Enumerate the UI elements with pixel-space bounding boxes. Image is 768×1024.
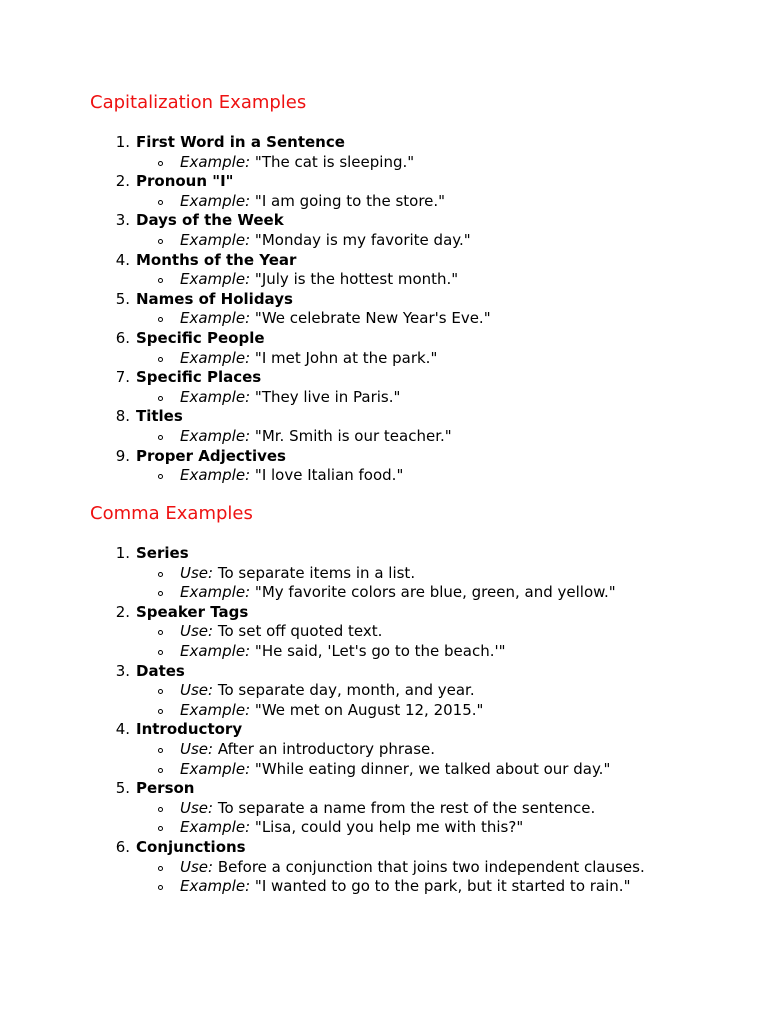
hollow-bullet-icon xyxy=(158,357,163,362)
sub-item-text: "I love Italian food." xyxy=(254,466,404,485)
section-title: Capitalization Examples xyxy=(90,92,307,113)
list-item-label: Dates xyxy=(136,661,185,680)
sub-list-item xyxy=(90,153,730,173)
sub-list xyxy=(90,388,730,408)
sub-item-label: Use: xyxy=(180,857,214,876)
hollow-bullet-icon xyxy=(158,474,163,479)
sub-item-text: To separate day, month, and year. xyxy=(217,681,475,700)
hollow-bullet-icon xyxy=(158,650,163,655)
sub-list xyxy=(90,564,730,603)
list-number: 5. xyxy=(115,779,130,798)
list-item-label: Series xyxy=(136,544,189,562)
sub-list-item xyxy=(90,564,730,584)
hollow-bullet-icon xyxy=(158,239,163,244)
list-item xyxy=(90,368,730,407)
sub-item-label: Example: xyxy=(180,818,251,837)
sub-item-text: "He said, 'Let's go to the beach.'" xyxy=(254,641,506,660)
sub-item-text: "The cat is sleeping." xyxy=(254,152,415,171)
sub-item-label: Example: xyxy=(180,270,251,289)
sub-list-item xyxy=(90,740,730,760)
sub-list-item xyxy=(90,642,730,662)
sub-item-label: Example: xyxy=(180,466,251,485)
list-item-heading xyxy=(90,329,730,349)
list-item xyxy=(90,407,730,446)
hollow-bullet-icon xyxy=(158,630,163,635)
list-number: 2. xyxy=(115,172,130,191)
sub-item-text: Before a conjunction that joins two independent clauses. xyxy=(217,857,645,876)
list-item-heading xyxy=(90,407,730,427)
list-number: 4. xyxy=(115,250,130,269)
hollow-bullet-icon xyxy=(158,885,163,890)
sub-item-text: After an introductory phrase. xyxy=(217,739,436,758)
sub-item-text: To set off quoted text. xyxy=(217,622,383,641)
hollow-bullet-icon xyxy=(158,396,163,401)
sub-list-item xyxy=(90,877,730,897)
sub-list-item xyxy=(90,466,730,486)
list-item xyxy=(90,662,730,721)
sub-item-label: Use: xyxy=(180,681,214,700)
sub-item-label: Use: xyxy=(180,563,214,582)
list-item-heading xyxy=(90,544,730,564)
comma-section xyxy=(90,503,730,897)
list-item xyxy=(90,544,730,603)
list-item xyxy=(90,720,730,779)
list-number: 3. xyxy=(115,211,130,230)
list-item-heading xyxy=(90,662,730,682)
list-number: 2. xyxy=(115,602,130,621)
hollow-bullet-icon xyxy=(158,768,163,773)
list-number: 4. xyxy=(115,720,130,739)
sub-item-text: "I wanted to go to the park, but it started to rain." xyxy=(254,877,631,896)
list-item xyxy=(90,251,730,290)
hollow-bullet-icon xyxy=(158,591,163,596)
list-item-label: Speaker Tags xyxy=(136,602,249,621)
hollow-bullet-icon xyxy=(158,807,163,812)
sub-item-text: To separate items in a list. xyxy=(217,563,416,582)
sub-list xyxy=(90,740,730,779)
hollow-bullet-icon xyxy=(158,572,163,577)
list-number: 8. xyxy=(115,407,130,426)
sub-item-label: Example: xyxy=(180,641,251,660)
sub-item-label: Use: xyxy=(180,798,214,817)
sub-list-item xyxy=(90,701,730,721)
list-number: 7. xyxy=(115,368,130,387)
list-item xyxy=(90,447,730,486)
sub-item-label: Example: xyxy=(180,583,251,602)
list-item-heading xyxy=(90,720,730,740)
list-item xyxy=(90,838,730,897)
sub-list xyxy=(90,231,730,251)
list-item-heading xyxy=(90,133,730,153)
sub-list-item xyxy=(90,583,730,603)
sub-item-text: "I am going to the store." xyxy=(254,191,446,210)
hollow-bullet-icon xyxy=(158,826,163,831)
sub-list xyxy=(90,270,730,290)
sub-item-text: "Mr. Smith is our teacher." xyxy=(254,426,452,445)
sub-list xyxy=(90,858,730,897)
list-item-heading xyxy=(90,251,730,271)
numbered-list xyxy=(90,544,730,897)
list-item-label: First Word in a Sentence xyxy=(136,133,345,151)
list-item-heading xyxy=(90,838,730,858)
numbered-list xyxy=(90,133,730,486)
section-title: Comma Examples xyxy=(90,503,253,524)
list-item-label: Days of the Week xyxy=(136,211,284,230)
list-number: 6. xyxy=(115,837,130,856)
sub-item-label: Use: xyxy=(180,622,214,641)
list-item xyxy=(90,211,730,250)
hollow-bullet-icon xyxy=(158,317,163,322)
sub-item-label: Example: xyxy=(180,191,251,210)
list-item xyxy=(90,603,730,662)
sub-list-item xyxy=(90,270,730,290)
sub-list xyxy=(90,349,730,369)
sub-item-text: "My favorite colors are blue, green, and yellow." xyxy=(254,583,616,602)
list-item xyxy=(90,172,730,211)
sub-item-text: To separate a name from the rest of the sentence. xyxy=(217,798,596,817)
list-item-heading xyxy=(90,172,730,192)
sub-list-item xyxy=(90,349,730,369)
list-item xyxy=(90,133,730,172)
list-item-heading xyxy=(90,603,730,623)
list-item-heading xyxy=(90,779,730,799)
sub-list xyxy=(90,309,730,329)
sub-list-item xyxy=(90,681,730,701)
list-number: 9. xyxy=(115,446,130,465)
sub-item-label: Example: xyxy=(180,230,251,249)
sub-item-text: "I met John at the park." xyxy=(254,348,438,367)
list-item-label: Person xyxy=(136,779,195,798)
sub-list-item xyxy=(90,818,730,838)
sub-item-label: Example: xyxy=(180,387,251,406)
hollow-bullet-icon xyxy=(158,161,163,166)
sub-list xyxy=(90,427,730,447)
sub-list-item xyxy=(90,192,730,212)
list-item xyxy=(90,779,730,838)
sub-list xyxy=(90,799,730,838)
sub-list-item xyxy=(90,799,730,819)
list-item-heading xyxy=(90,211,730,231)
sub-list xyxy=(90,622,730,661)
sub-list xyxy=(90,153,730,173)
list-number: 1. xyxy=(115,544,130,562)
list-item-label: Specific People xyxy=(136,328,265,347)
sub-item-text: "July is the hottest month." xyxy=(254,270,459,289)
sub-list-item xyxy=(90,231,730,251)
sub-list-item xyxy=(90,622,730,642)
list-item-heading xyxy=(90,290,730,310)
list-item-label: Pronoun "I" xyxy=(136,172,234,191)
hollow-bullet-icon xyxy=(158,435,163,440)
sub-item-label: Example: xyxy=(180,700,251,719)
sub-list-item xyxy=(90,427,730,447)
hollow-bullet-icon xyxy=(158,866,163,871)
hollow-bullet-icon xyxy=(158,689,163,694)
hollow-bullet-icon xyxy=(158,748,163,753)
hollow-bullet-icon xyxy=(158,709,163,714)
sub-item-text: "Monday is my favorite day." xyxy=(254,230,471,249)
list-number: 6. xyxy=(115,328,130,347)
list-item xyxy=(90,290,730,329)
sub-item-text: "They live in Paris." xyxy=(254,387,401,406)
sub-item-text: "While eating dinner, we talked about our day." xyxy=(254,759,611,778)
sub-list xyxy=(90,681,730,720)
sub-item-label: Example: xyxy=(180,759,251,778)
sub-list-item xyxy=(90,760,730,780)
list-item-label: Conjunctions xyxy=(136,837,246,856)
sub-item-label: Example: xyxy=(180,426,251,445)
list-item-label: Introductory xyxy=(136,720,243,739)
sub-item-label: Example: xyxy=(180,309,251,328)
list-item-heading xyxy=(90,368,730,388)
list-item xyxy=(90,329,730,368)
list-number: 1. xyxy=(115,133,130,151)
list-item-label: Months of the Year xyxy=(136,250,297,269)
sub-item-label: Example: xyxy=(180,152,251,171)
sub-item-label: Example: xyxy=(180,348,251,367)
sub-item-label: Use: xyxy=(180,739,214,758)
sub-list-item xyxy=(90,388,730,408)
list-item-label: Proper Adjectives xyxy=(136,446,286,465)
sub-item-text: "Lisa, could you help me with this?" xyxy=(254,818,524,837)
sub-list-item xyxy=(90,309,730,329)
list-item-heading xyxy=(90,447,730,467)
hollow-bullet-icon xyxy=(158,278,163,283)
list-number: 3. xyxy=(115,661,130,680)
sub-item-label: Example: xyxy=(180,877,251,896)
sub-list-item xyxy=(90,858,730,878)
sub-list xyxy=(90,466,730,486)
list-item-label: Names of Holidays xyxy=(136,289,293,308)
list-number: 5. xyxy=(115,289,130,308)
sub-item-text: "We met on August 12, 2015." xyxy=(254,700,484,719)
capitalization-section xyxy=(90,92,730,486)
sub-list xyxy=(90,192,730,212)
list-item-label: Specific Places xyxy=(136,368,262,387)
hollow-bullet-icon xyxy=(158,200,163,205)
sub-item-text: "We celebrate New Year's Eve." xyxy=(254,309,491,328)
list-item-label: Titles xyxy=(136,407,183,426)
